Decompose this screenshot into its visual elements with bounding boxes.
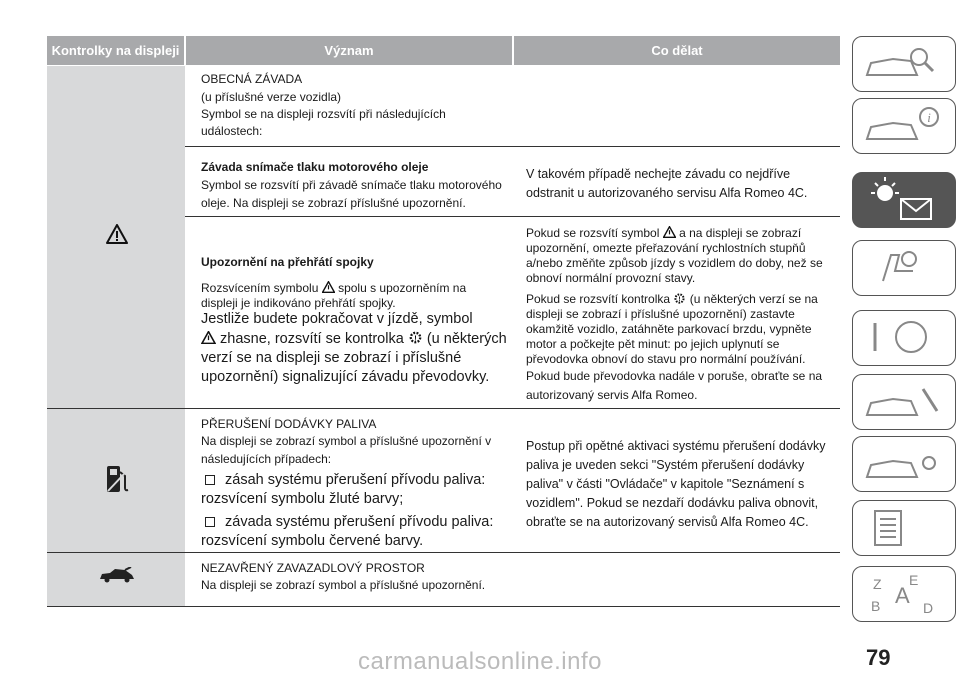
tab-starting-driving[interactable]	[852, 310, 956, 366]
clutch-overheat-text: Rozsvícením symbolu spolu s upozorněním na	[201, 281, 467, 295]
clutch-action-text: převodovka obnoví do stavu pro normální používání.	[526, 352, 806, 366]
svg-text:D: D	[923, 600, 934, 616]
oil-sensor-action: odstranit u autorizovaného servisu Alfa Romeo 4C.	[526, 186, 808, 200]
general-fault-text: (u příslušné verze vozidla)	[201, 90, 342, 104]
row-divider	[185, 146, 840, 147]
oil-sensor-text: Symbol se rozsvítí při závadě snímače tlaku motorového	[201, 178, 502, 192]
tab-safety[interactable]	[852, 240, 956, 296]
tab-car-search[interactable]	[852, 36, 956, 92]
clutch-action-text: a/nebo změňte způsob jízdy s vozidlem do doby, než se	[526, 256, 823, 270]
gearbox-fault-icon	[673, 292, 686, 305]
clutch-action-text: displeji se zobrazí i příslušné upozornění) zastavte	[526, 307, 795, 321]
fuel-cutoff-action: vozidlem". Pokud se nezdaří dodávku paliva obnovit,	[526, 496, 819, 510]
clutch-overheat-title: Upozornění na přehřátí spojky	[201, 255, 374, 269]
row-divider	[47, 552, 840, 553]
warning-triangle-icon	[201, 331, 216, 344]
clutch-action-text: Pokud se rozsvítí kontrolka ! (u některých verzí se na	[526, 292, 818, 306]
row-divider	[47, 408, 840, 409]
oil-sensor-action: V takovém případě nechejte závadu co nejdříve	[526, 167, 791, 181]
fuel-cutoff-action: paliva" v části "Ovládače" v kapitole "Seznámení s	[526, 477, 805, 491]
clutch-action-text: obnoví normální provozní stavy.	[526, 271, 696, 285]
gearbox-fault-icon	[408, 330, 423, 345]
fuel-cutoff-text: Na displeji se zobrazí symbol a příslušné upozornění v	[201, 434, 492, 448]
header-col-displays: Kontrolky na displeji	[47, 36, 184, 65]
tab-warning-lights[interactable]	[852, 172, 956, 228]
steering-key-icon	[853, 311, 953, 363]
clutch-action-text: motor a počkejte pět minut: po jejich uplynutí se	[526, 337, 780, 351]
oil-sensor-title: Závada snímače tlaku motorového oleje	[201, 160, 429, 174]
fuel-cutoff-action: Postup při opětné aktivaci systému přerušení dodávky	[526, 439, 826, 453]
fuel-cutoff-list-item: rozsvícení symbolu žluté barvy;	[201, 491, 404, 507]
boot-open-text: Na displeji se zobrazí symbol a příslušné upozornění.	[201, 578, 486, 592]
fuel-cutoff-action: obraťte se na autorizovaný servisů Alfa Romeo 4C.	[526, 515, 809, 529]
oil-sensor-text: oleje. Na displeji se zobrazí příslušné upozornění.	[201, 196, 466, 210]
tab-maintenance[interactable]	[852, 436, 956, 492]
fuel-cutoff-list-item: rozsvícení symbolu červené barvy.	[201, 533, 424, 549]
clutch-overheat-text-large: upozornění) signalizující závadu převodovky.	[201, 369, 490, 385]
table-bottom-rule	[47, 606, 840, 607]
clutch-overheat-text-large: Jestliže budete pokračovat v jízdě, symbol	[201, 311, 473, 327]
fuel-cutoff-list-item: závada systému přerušení přívodu paliva:	[205, 513, 493, 532]
tab-index[interactable]	[852, 566, 956, 622]
svg-text:i: i	[927, 110, 931, 125]
checklist-icon	[853, 501, 953, 553]
svg-text:B: B	[871, 598, 881, 614]
fuel-cutoff-title: PŘERUŠENÍ DODÁVKY PALIVA	[201, 417, 377, 431]
header-col-meaning: Význam	[186, 36, 512, 65]
car-wrench-icon	[853, 375, 953, 427]
fuel-cutoff-text: následujících případech:	[201, 452, 332, 466]
car-info-icon	[853, 99, 953, 151]
clutch-overheat-text: displeji je indikováno přehřátí spojky.	[201, 296, 396, 310]
clutch-overheat-text-large: verzí se na displeji se zobrazí i příslušné	[201, 350, 462, 366]
tab-emergency[interactable]	[852, 374, 956, 430]
fuel-cutoff-list-item: zásah systému přerušení přívodu paliva:	[205, 471, 485, 490]
warning-triangle-icon	[322, 281, 335, 293]
clutch-action-text: Pokud se rozsvítí symbol a na displeji se zobrazí	[526, 226, 802, 240]
svg-text:A: A	[895, 583, 910, 608]
tab-technical-data[interactable]	[852, 500, 956, 556]
checkbox-bullet-icon	[205, 517, 215, 527]
alphabet-index-icon	[853, 567, 953, 619]
page-number: 79	[866, 645, 891, 670]
svg-text:E: E	[909, 572, 919, 588]
clutch-action-text: Pokud bude převodovka nadále v poruše, obraťte se na	[526, 369, 823, 383]
clutch-overheat-text-large: zhasne, rozsvítí se kontrolka ! (u některých	[201, 330, 507, 349]
airbag-seat-icon	[853, 241, 953, 293]
car-service-icon	[853, 437, 953, 489]
general-fault-text: Symbol se na displeji rozsvítí při následujících	[201, 107, 446, 121]
svg-text:!: !	[678, 295, 682, 303]
warning-triangle-icon	[106, 224, 128, 244]
clutch-action-text: upozornění, omezte přeřazování rychlostních stupňů	[526, 241, 806, 255]
tab-car-info[interactable]	[852, 98, 956, 154]
header-col-action: Co dělat	[514, 36, 840, 65]
svg-text:!: !	[414, 333, 417, 343]
warning-triangle-icon	[663, 226, 676, 238]
svg-text:Z: Z	[873, 576, 882, 592]
fuel-cutoff-action: paliva je uveden sekci "Systém přerušení dodávky	[526, 458, 805, 472]
watermark: carmanualsonline.info	[358, 648, 602, 675]
clutch-action-text: autorizovaný servis Alfa Romeo.	[526, 388, 698, 402]
clutch-action-text: okamžitě vozidlo, zatáhněte parkovací brzdu, vypněte	[526, 322, 812, 336]
checkbox-bullet-icon	[205, 475, 215, 485]
fuel-cutoff-icon	[104, 464, 130, 494]
car-search-icon	[853, 37, 953, 89]
general-fault-text: událostech:	[201, 124, 263, 138]
boot-open-title: NEZAVŘENÝ ZAVAZADLOVÝ PROSTOR	[201, 561, 425, 575]
warning-light-icon	[853, 173, 953, 225]
row-divider	[185, 216, 840, 217]
car-boot-open-icon	[98, 567, 136, 583]
general-fault-title: OBECNÁ ZÁVADA	[201, 72, 303, 86]
